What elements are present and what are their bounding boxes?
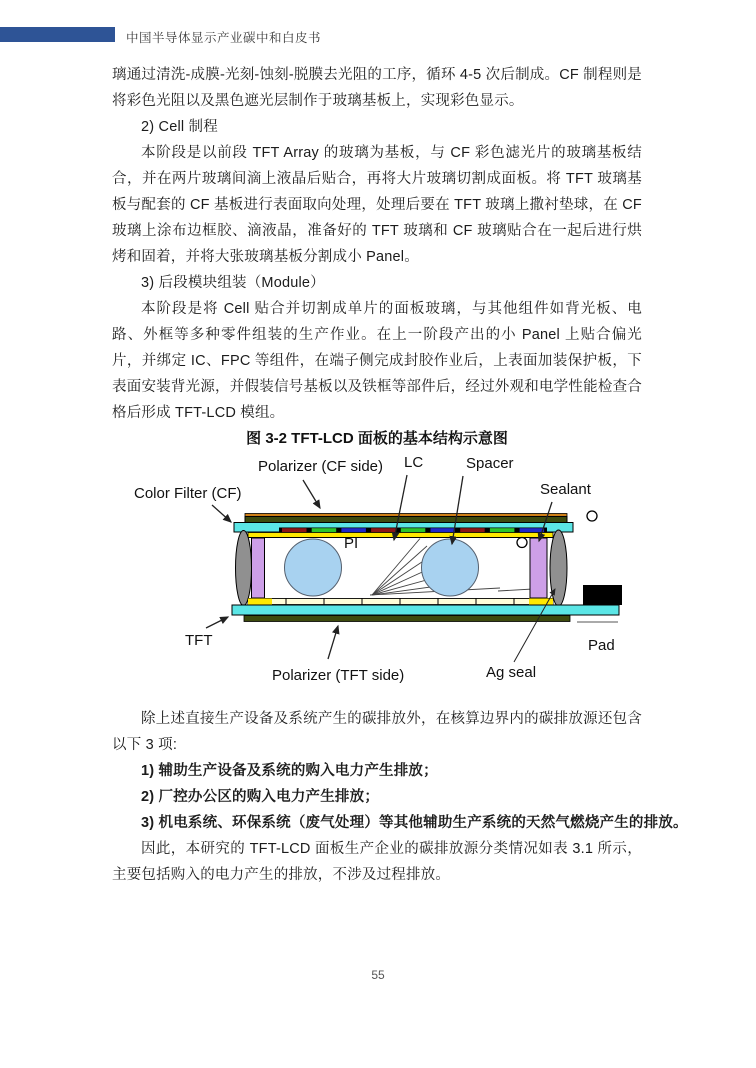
paragraph: 璃通过清洗-成膜-光刻-蚀刻-脱膜去光阻的工序，循环 4-5 次后制成。CF 制程则是将彩色光阻以及黑色遮光层制作于玻璃基板上，实现彩色显示。 (112, 67, 642, 109)
header-accent-bar (0, 27, 115, 42)
arrow-polarizer-cf (303, 480, 320, 508)
small-circle-marker (517, 538, 527, 548)
tft-glass-layer (232, 605, 619, 615)
after-figure-text (112, 706, 688, 888)
label-spacer: Spacer (466, 455, 514, 472)
label-lc: LC (404, 454, 424, 471)
label-pi: PI (344, 535, 359, 552)
figure-caption: 图 3-2 TFT-LCD 面板的基本结构示意图 (246, 430, 508, 447)
label-color-filter: Color Filter (CF) (134, 485, 242, 502)
label-tft: TFT (185, 632, 213, 649)
page-number: 55 (371, 968, 385, 982)
pi-layer-top (248, 533, 553, 538)
arrow-tft (206, 617, 228, 628)
sealant-left (252, 538, 265, 598)
polarizer-tft-layer (244, 616, 570, 622)
paragraph: 本阶段是将 Cell 贴合并切割成单片的面板玻璃，与其他组件如背光板、电路、外框等多种零件组装的生产作业。在上一阶段产出的小 Panel 上贴合偏光片，并绑定 IC、FPC 等组件，在端子侧完成封胶作业后，上表面加装保护板，下表面安装背光源，并假装信号基板以及铁框等部件后，经过外观和电学性能检查合格后形成 TFT-LCD 模组。 (112, 301, 642, 421)
label-polarizer-tft: Polarizer (TFT side) (272, 667, 405, 684)
label-polarizer-cf: Polarizer (CF side) (258, 458, 384, 475)
pi-layer-bottom (248, 599, 553, 605)
paragraph: 本阶段是以前段 TFT Array 的玻璃为基板，与 CF 彩色滤光片的玻璃基板结合，并在两片玻璃间滴上液晶后贴合，再将大片玻璃切割成面板。将 TFT 玻璃基板与配套的 CF 基板进行表面取向处理，处理后要在 TFT 玻璃上撒衬垫球，在 CF 玻璃上涂布边框胶、滴液晶，准备好的 TFT 玻璃和 CF 玻璃贴合在一起后进行烘烤和固着，并将大张玻璃基板分割成小 Panel。 (112, 145, 642, 265)
spacer-ball (285, 539, 342, 596)
arrow-polarizer-tft (328, 626, 338, 659)
list-item-bold: 1) 辅助生产设备及系统的购入电力产生排放； (141, 763, 438, 779)
list-item-bold: 2) 厂控办公区的购入电力产生排放； (141, 789, 380, 805)
sealant-right (530, 538, 547, 598)
diagram-canvas (0, 448, 756, 698)
label-pad: Pad (588, 637, 615, 654)
page-content (112, 0, 688, 888)
list-item-cell: 2) Cell 制程 (141, 119, 218, 135)
header-title: 中国半导体显示产业碳中和白皮书 (126, 31, 322, 45)
pad-block (583, 585, 622, 605)
ag-seal-left (236, 531, 252, 606)
list-item-bold: 3) 机电系统、环保系统（废气处理）等其他辅助生产系统的天然气燃烧产生的排放。 (141, 815, 688, 831)
tft-lcd-structure-diagram (0, 448, 756, 698)
small-circle-marker (587, 511, 597, 521)
paragraph: 除上述直接生产设备及系统产生的碳排放外，在核算边界内的碳排放源还包含以下 3 项: (112, 711, 642, 753)
pad-underline (577, 621, 618, 623)
label-ag-seal: Ag seal (486, 664, 537, 681)
arrow-color-filter (212, 505, 231, 522)
label-sealant: Sealant (540, 481, 591, 498)
spacer-ball (422, 539, 479, 596)
ag-seal-right (550, 530, 567, 606)
paragraph: 因此，本研究的 TFT-LCD 面板生产企业的碳排放源分类情况如表 3.1 所示，主要包括购入的电力产生的排放，不涉及过程排放。 (112, 841, 642, 883)
list-item-module: 3) 后段模块组装（Module） (141, 275, 325, 291)
